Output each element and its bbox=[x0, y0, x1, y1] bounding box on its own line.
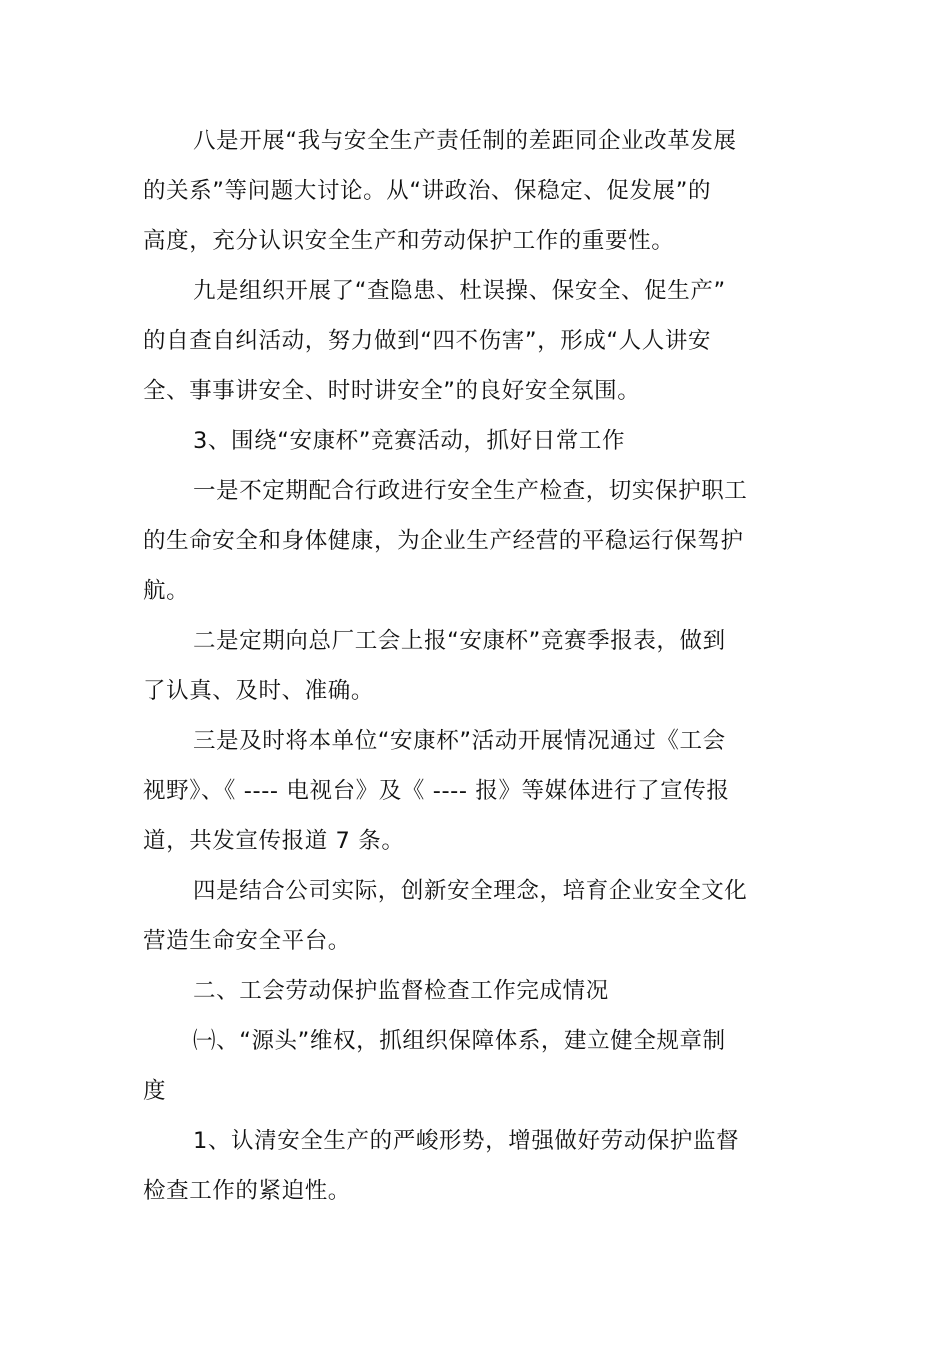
point-1-line-1: 1、认清安全生产的严峻形势，增强做好劳动保护监督 bbox=[193, 1128, 740, 1154]
paragraph-9-line-1: 九是组织开展了“查隐患、杜误操、保安全、促生产” bbox=[193, 278, 726, 304]
item-2-line-2: 了认真、及时、准确。 bbox=[143, 678, 375, 704]
paragraph-9-line-2: 的自查自纠活动，努力做到“四不伤害”，形成“人人讲安 bbox=[143, 328, 712, 354]
item-4-line-2: 营造生命安全平台。 bbox=[143, 928, 351, 954]
section-heading-2: 二、工会劳动保护监督检查工作完成情况 bbox=[193, 978, 609, 1004]
item-1-line-3: 航。 bbox=[143, 578, 190, 604]
item-3-line-3: 道，共发宣传报道 7 条。 bbox=[143, 828, 405, 854]
point-1-line-2: 检查工作的紧迫性。 bbox=[143, 1178, 351, 1204]
paragraph-9-line-3: 全、事事讲安全、时时讲安全”的良好安全氛围。 bbox=[143, 378, 641, 404]
subsection-1-line-2: 度 bbox=[143, 1078, 167, 1104]
item-1-line-1: 一是不定期配合行政进行安全生产检查，切实保护职工 bbox=[193, 478, 748, 504]
paragraph-8-line-1: 八是开展“我与安全生产责任制的差距同企业改革发展 bbox=[193, 128, 737, 154]
section-heading-3: 3、围绕“安康杯”竞赛活动，抓好日常工作 bbox=[193, 428, 626, 454]
item-3-line-2: 视野》、《 ---- 电视台》及《 ---- 报》等媒体进行了宣传报 bbox=[143, 778, 730, 804]
item-4-line-1: 四是结合公司实际，创新安全理念，培育企业安全文化 bbox=[193, 878, 748, 904]
paragraph-8-line-2: 的关系”等问题大讨论。从“讲政治、保稳定、促发展”的 bbox=[143, 178, 712, 204]
subsection-1-line-1: ㈠、“源头”维权，抓组织保障体系，建立健全规章制 bbox=[193, 1028, 726, 1054]
item-1-line-2: 的生命安全和身体健康，为企业生产经营的平稳运行保驾护 bbox=[143, 528, 744, 554]
item-3-line-1: 三是及时将本单位“安康杯”活动开展情况通过《工会 bbox=[193, 728, 726, 754]
item-2-line-1: 二是定期向总厂工会上报“安康杯”竞赛季报表，做到 bbox=[193, 628, 726, 654]
paragraph-8-line-3: 高度，充分认识安全生产和劳动保护工作的重要性。 bbox=[143, 228, 675, 254]
